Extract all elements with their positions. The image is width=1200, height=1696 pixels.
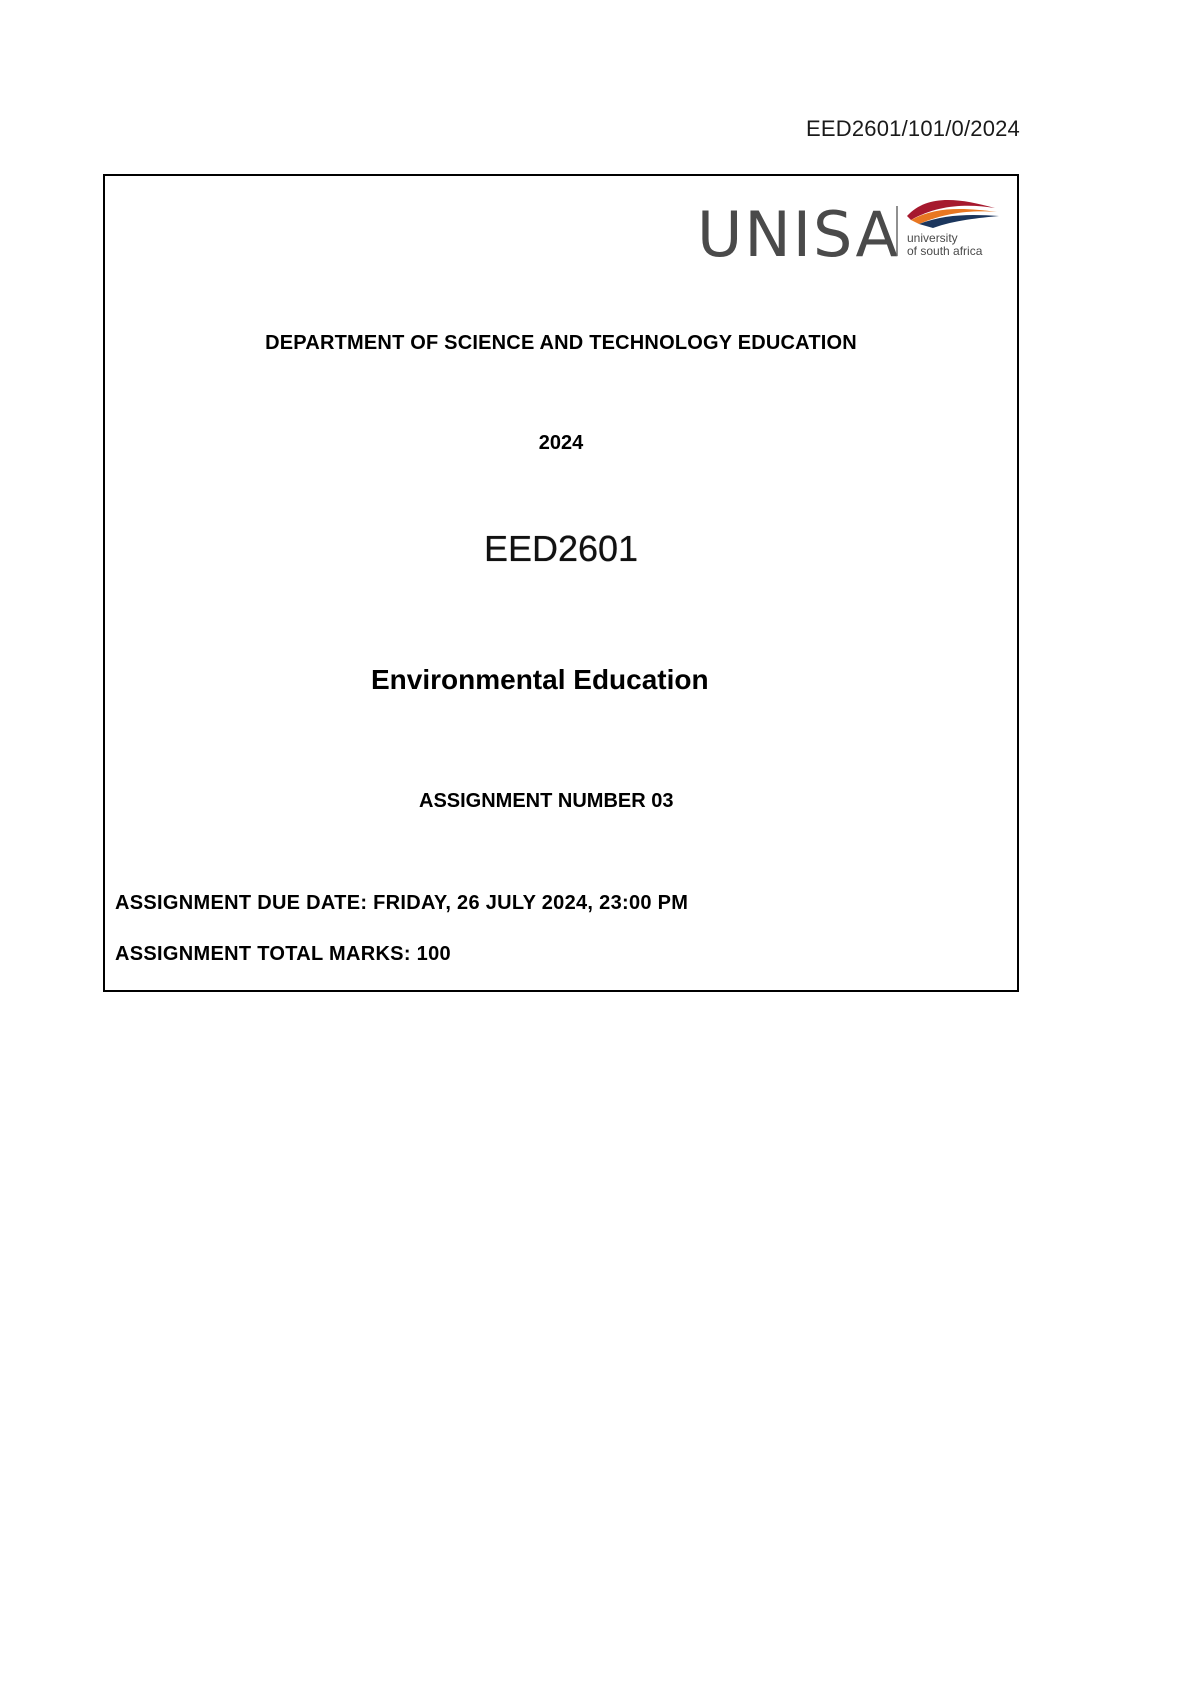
assignment-total-marks: ASSIGNMENT TOTAL MARKS: 100 — [115, 943, 451, 965]
assignment-due-date: ASSIGNMENT DUE DATE: FRIDAY, 26 JULY 2024, 23:00 PM — [115, 892, 689, 914]
assignment-number: ASSIGNMENT NUMBER 03 — [419, 790, 674, 812]
module-code: EED2601 — [483, 528, 639, 569]
document-reference-number: EED2601/101/0/2024 — [806, 116, 1020, 141]
logo-tagline-university: university — [907, 231, 958, 245]
flag-swoosh-icon — [907, 200, 999, 228]
unisa-logo-graphic — [697, 190, 1003, 270]
logo-wordmark: UNISA — [697, 198, 900, 270]
unisa-logo — [697, 190, 1003, 270]
department-name: DEPARTMENT OF SCIENCE AND TECHNOLOGY EDUCATION — [265, 332, 857, 354]
module-title: Environmental Education — [371, 664, 709, 695]
cover-page-box — [103, 174, 1019, 992]
logo-tagline-south-africa: of south africa — [907, 244, 983, 258]
academic-year: 2024 — [538, 432, 584, 454]
